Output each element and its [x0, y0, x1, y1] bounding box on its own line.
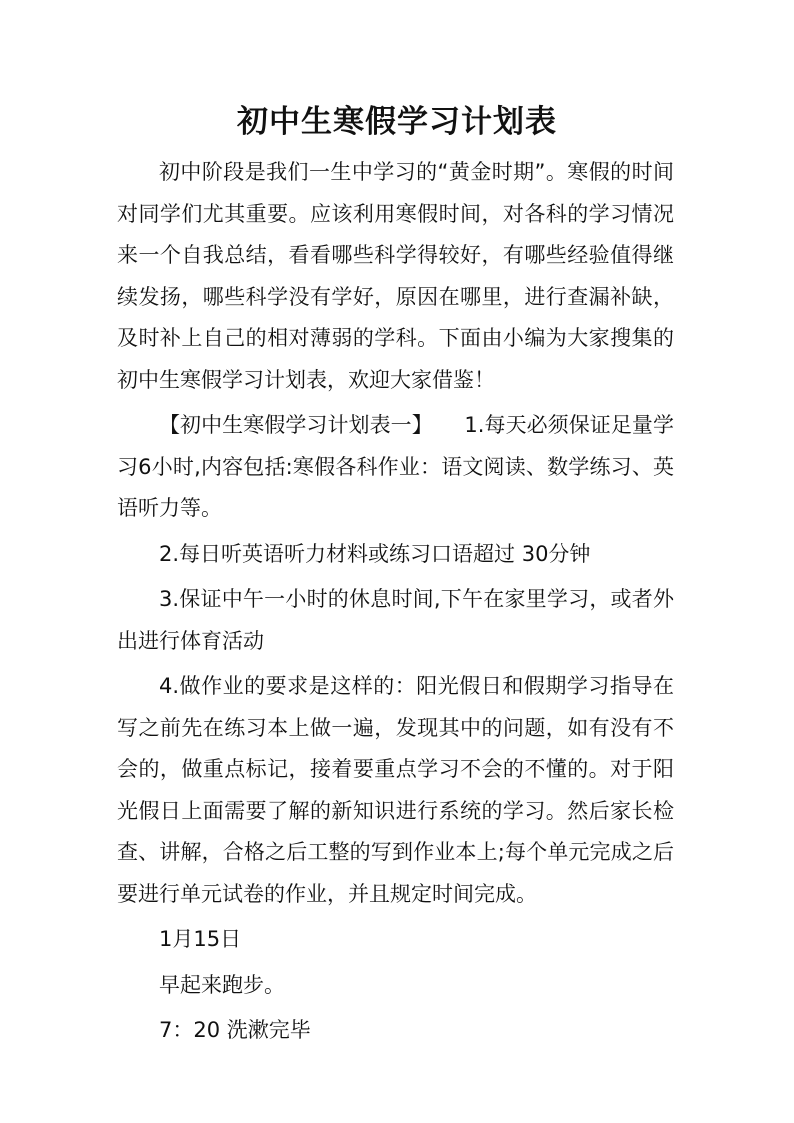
- paragraph-date: 1月15日: [159, 927, 242, 951]
- paragraph-intro: 初中阶段是我们一生中学习的“黄金时期”。寒假的时间对同学们尤其重要。应该利用寒假时间，对各科的学习情况来一个自我总结，看看哪些科学得较好，有哪些经验值得继续发扬，哪些科学没有学好，原因在哪里，进行查漏补缺，及时补上自己的相对薄弱的学科。下面由小编为大家搜集的初中生寒假学习计划表，欢迎大家借鉴！: [117, 160, 674, 392]
- paragraph-plan-one: 【初中生寒假学习计划表一】 1.每天必须保证足量学习6小时,内容包括:寒假各科作业：语文阅读、数学练习、英语听力等。: [117, 413, 674, 520]
- paragraph-item-4: 4.做作业的要求是这样的：阳光假日和假期学习指导在写之前先在练习本上做一遍，发现其中的问题，如有没有不会的，做重点标记，接着要重点学习不会的不懂的。对于阳光假日上面需要了解的新知识进行系统的学习。然后家长检查、讲解，合格之后工整的写到作业本上;每个单元完成之后要进行单元试卷的作业，并且规定时间完成。: [117, 674, 674, 906]
- paragraph-morning-run: 早起来跑步。: [159, 972, 285, 997]
- document-title: 初中生寒假学习计划表: [237, 104, 557, 140]
- paragraph-item-3: 3.保证中午一小时的休息时间,下午在家里学习，或者外出进行体育活动: [117, 587, 674, 653]
- document-body: [117, 152, 674, 1052]
- paragraph-item-2: 2.每日听英语听力材料或练习口语超过 30分钟: [159, 541, 591, 566]
- paragraph-time-entry: 7：20 洗漱完毕: [159, 1018, 311, 1042]
